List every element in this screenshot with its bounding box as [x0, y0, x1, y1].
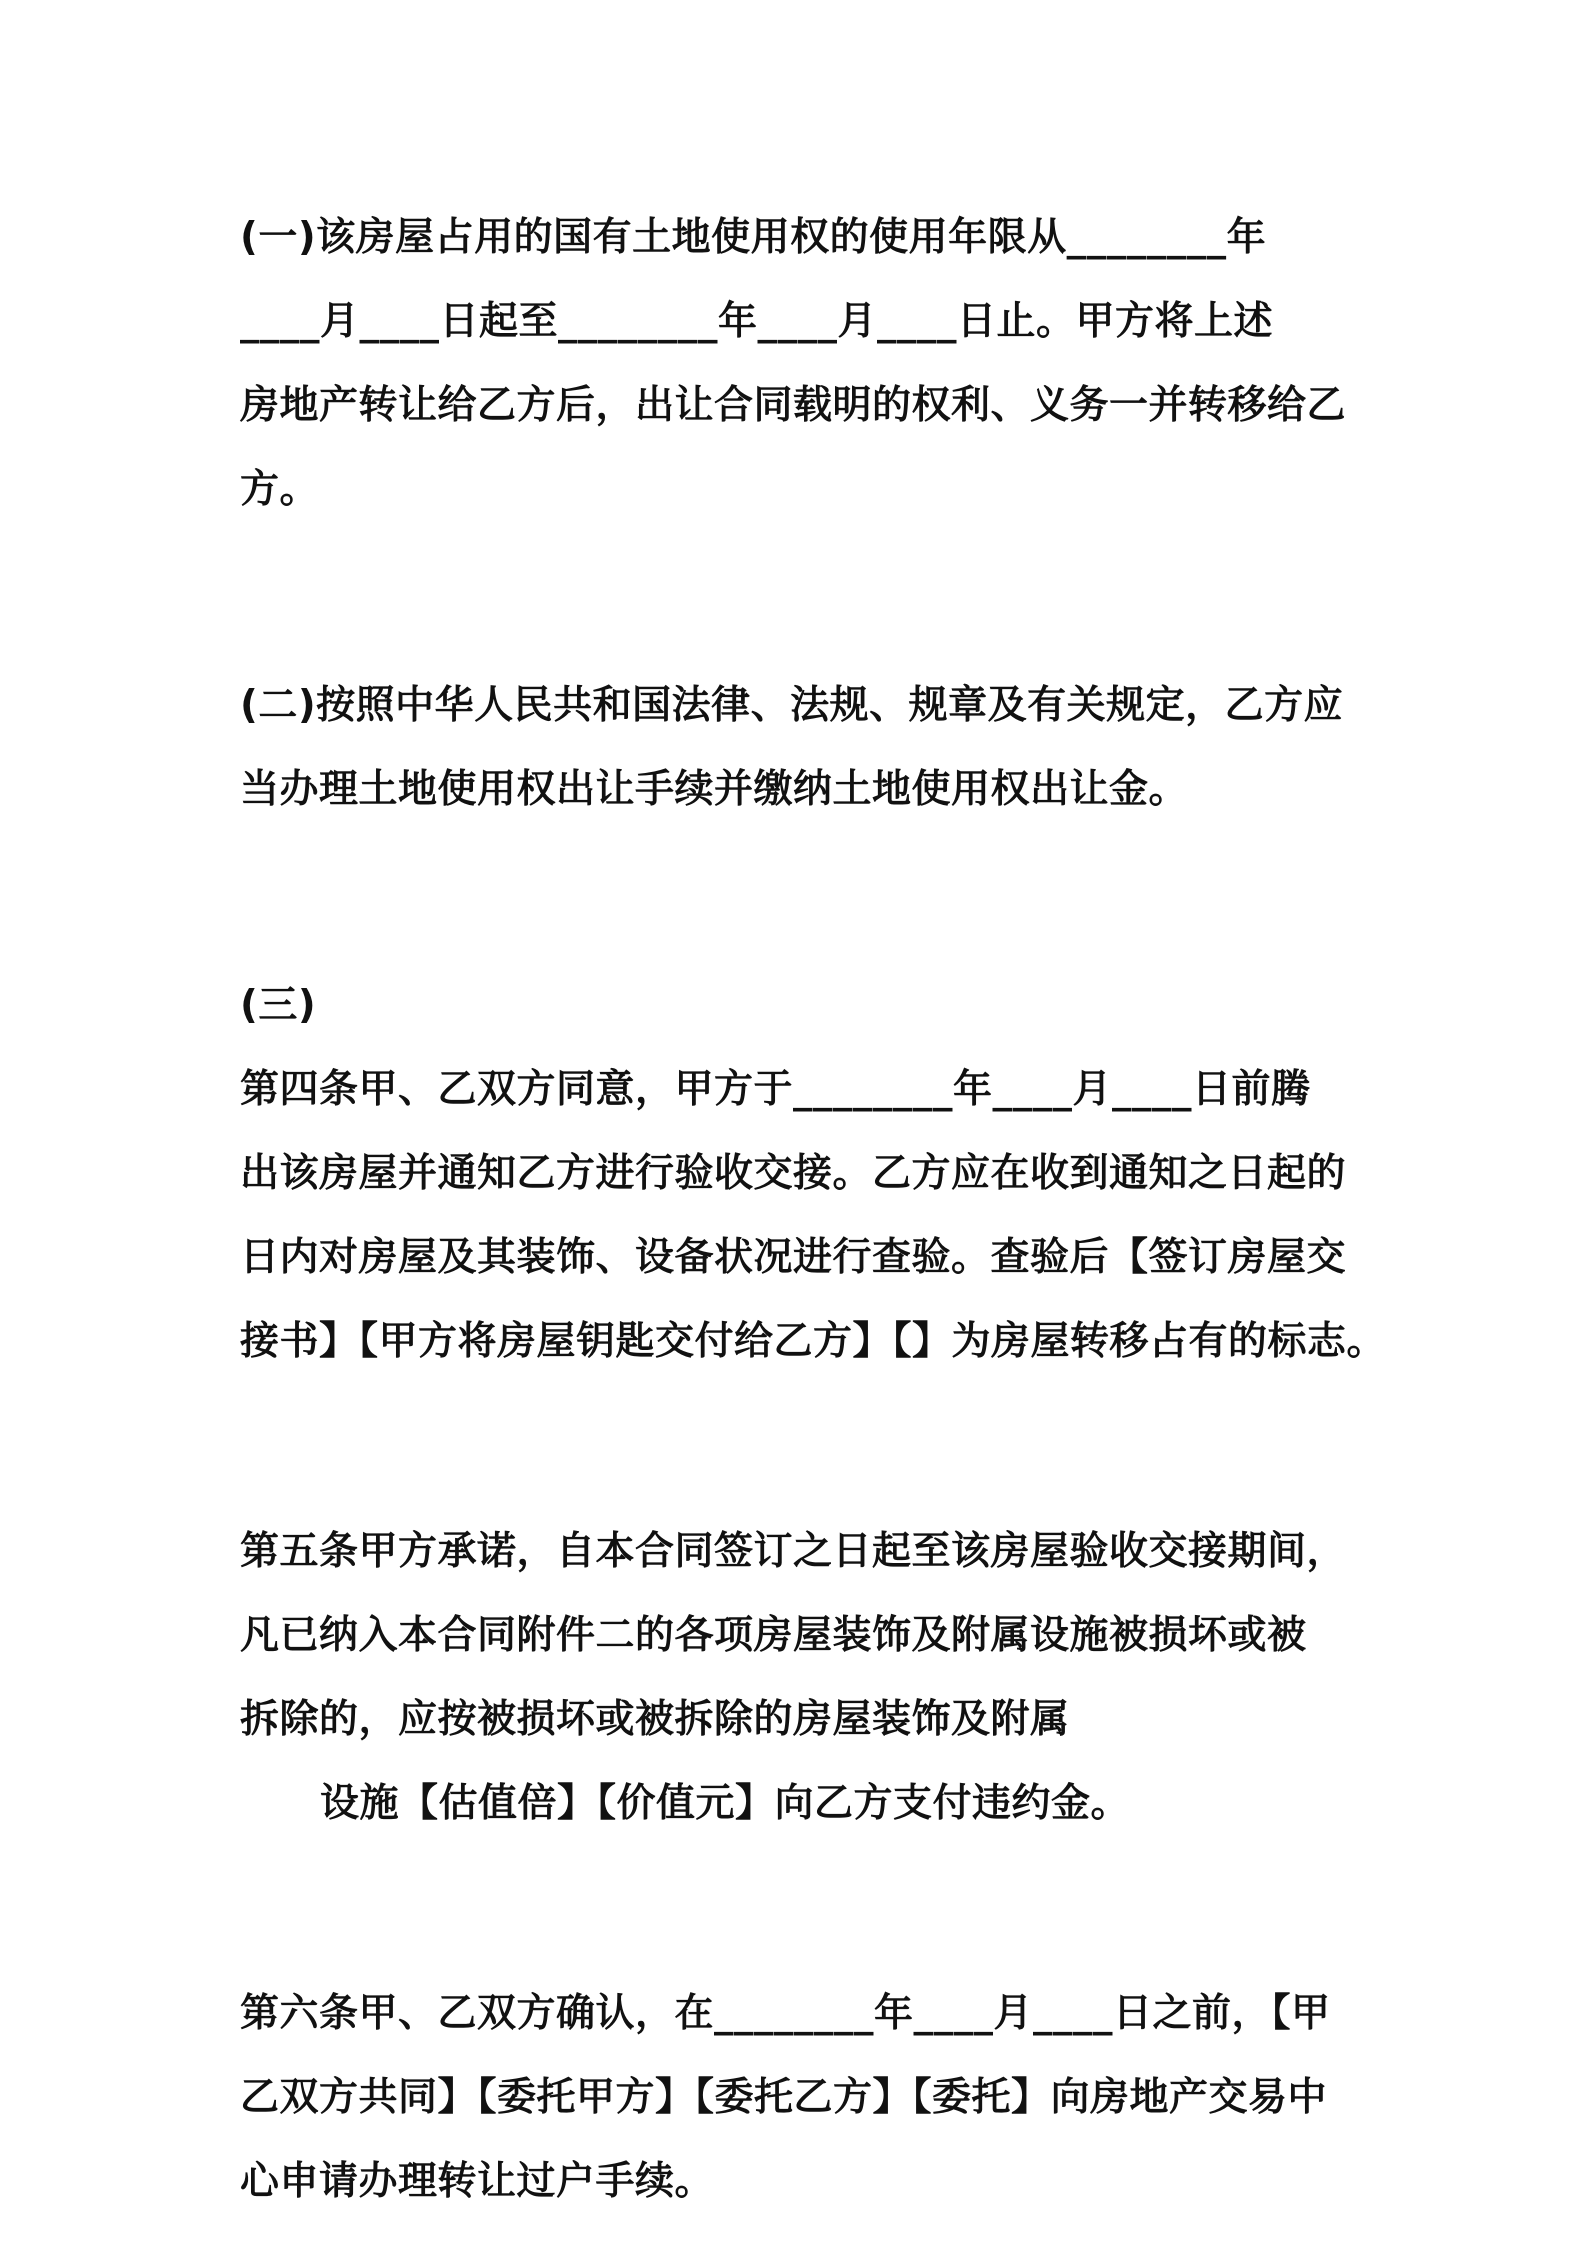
text-line: 出该房屋并通知乙方进行验收交接。乙方应在收到通知之日起的	[240, 1151, 1347, 1196]
article-6-transfer-registration	[240, 1972, 1360, 2224]
text-line: 乙双方共同】【委托甲方】【委托乙方】【委托】向房地产交易中	[240, 2075, 1328, 2120]
text-line: 第四条甲、乙双方同意，甲方于________年____月____日前腾	[240, 1067, 1311, 1112]
paragraph-spacer	[240, 832, 1360, 964]
clause-3-and-article-4-handover	[240, 964, 1387, 1384]
text-line: 日内对房屋及其装饰、设备状况进行查验。查验后【签订房屋交	[240, 1235, 1347, 1280]
text-line: (二)按照中华人民共和国法律、法规、规章及有关规定，乙方应	[240, 683, 1344, 728]
text-line: 第六条甲、乙双方确认，在________年____月____日之前，【甲	[240, 1991, 1331, 2036]
text-line: 方。	[240, 467, 320, 512]
text-line: 接书】【甲方将房屋钥匙交付给乙方】【】为房屋转移占有的标志。	[240, 1319, 1387, 1364]
text-line: 当办理土地使用权出让手续并缴纳土地使用权出让金。	[240, 767, 1189, 812]
document-body	[240, 196, 1387, 2224]
text-line-indented: 设施【估值倍】【价值元】向乙方支付违约金。	[320, 1781, 1131, 1826]
article-5-seller-commitment	[240, 1510, 1360, 1846]
text-line: 房地产转让给乙方后，出让合同载明的权利、义务一并转移给乙	[240, 383, 1347, 428]
text-line: ____月____日起至________年____月____日止。甲方将上述	[240, 299, 1274, 344]
text-line: (一)该房屋占用的国有土地使用权的使用年限从________年	[240, 215, 1267, 260]
clause-2-land-transfer-fee	[240, 664, 1360, 832]
text-line: 第五条甲方承诺，自本合同签订之日起至该房屋验收交接期间，	[240, 1529, 1347, 1574]
paragraph-spacer	[240, 1846, 1360, 1972]
clause-1-land-use-term	[240, 196, 1360, 532]
text-line: 心申请办理转让过户手续。	[240, 2159, 715, 2204]
text-line: (三)	[240, 983, 317, 1028]
paragraph-spacer	[240, 1384, 1360, 1510]
paragraph-spacer	[240, 532, 1360, 664]
text-line: 凡已纳入本合同附件二的各项房屋装饰及附属设施被损坏或被	[240, 1613, 1307, 1658]
text-line: 拆除的，应按被损坏或被拆除的房屋装饰及附属	[240, 1697, 1070, 1742]
